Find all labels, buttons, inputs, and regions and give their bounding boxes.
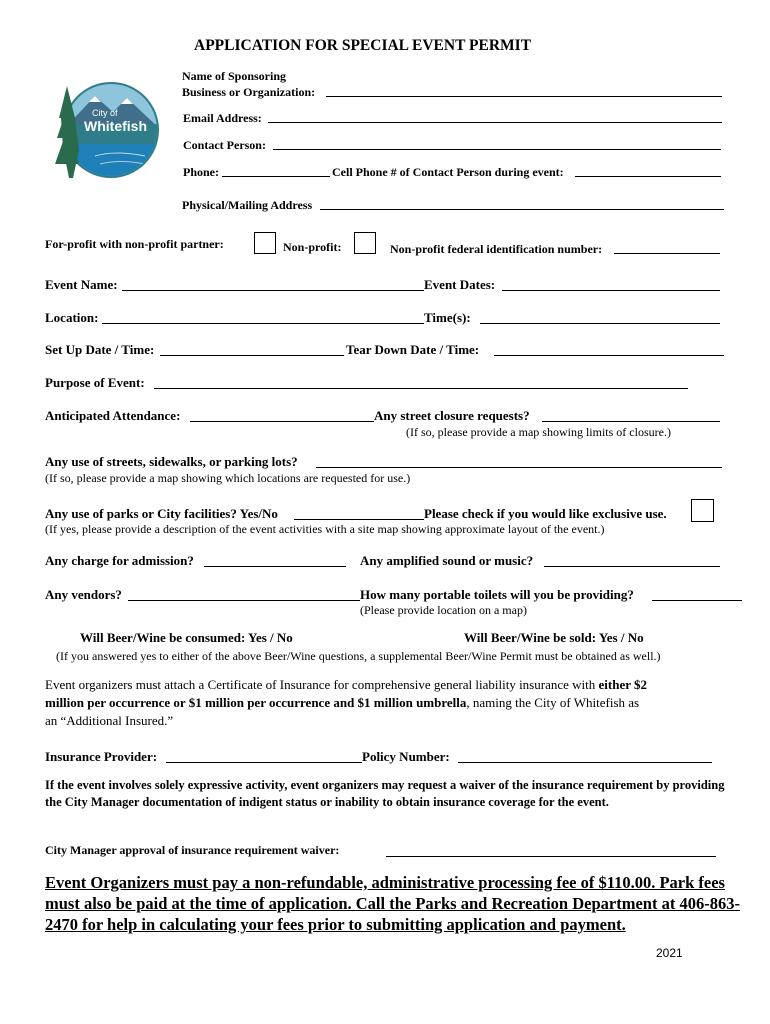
exclusive-label: Please check if you would like exclusive use.	[424, 506, 667, 521]
setup-field[interactable]	[160, 355, 344, 356]
event-dates-label: Event Dates:	[424, 277, 496, 292]
fed-id-label: Non-profit federal identification number:	[390, 242, 603, 256]
insurance-text-2: , naming the City of Whitefish as	[466, 695, 640, 710]
beer-sold-question[interactable]: Will Beer/Wine be sold: Yes / No	[464, 630, 644, 645]
policy-field[interactable]	[458, 762, 712, 763]
email-label: Email Address:	[183, 111, 262, 125]
beer-note: (If you answered yes to either of the above Beer/Wine questions, a supplemental Beer/Wine Permit must be obtained as well.)	[56, 649, 661, 663]
approval-field[interactable]	[386, 856, 716, 857]
cell-field[interactable]	[575, 176, 721, 177]
logo-text-city: City of	[92, 108, 118, 118]
toilets-field[interactable]	[652, 600, 742, 601]
setup-label: Set Up Date / Time:	[45, 342, 155, 357]
teardown-field[interactable]	[494, 355, 724, 356]
address-label: Physical/Mailing Address	[182, 198, 313, 212]
times-label: Time(s):	[424, 310, 471, 325]
event-dates-field[interactable]	[502, 290, 720, 291]
teardown-label: Tear Down Date / Time:	[346, 342, 480, 357]
toilets-label: How many portable toilets will you be providing?	[360, 587, 634, 602]
fed-id-field[interactable]	[614, 253, 720, 254]
location-field[interactable]	[102, 323, 424, 324]
nonprofit-checkbox[interactable]	[354, 232, 376, 254]
insurance-text-1: Event organizers must attach a Certificate of Insurance for comprehensive general liability insurance with	[45, 677, 599, 692]
sound-label: Any amplified sound or music?	[360, 553, 534, 568]
admission-field[interactable]	[204, 566, 346, 567]
exclusive-checkbox[interactable]	[691, 499, 714, 522]
vendors-label: Any vendors?	[45, 587, 122, 602]
attendance-field[interactable]	[190, 421, 374, 422]
attendance-label: Anticipated Attendance:	[45, 408, 181, 423]
nonprofit-label: Non-profit:	[283, 240, 342, 254]
forprofit-checkbox[interactable]	[254, 232, 276, 254]
policy-label: Policy Number:	[362, 749, 450, 764]
streets-note: (If so, please provide a map showing which locations are requested for use.)	[45, 471, 411, 485]
closure-label: Any street closure requests?	[374, 408, 530, 423]
page-title: APPLICATION FOR SPECIAL EVENT PERMIT	[194, 37, 532, 54]
event-name-field[interactable]	[122, 290, 424, 291]
phone-field[interactable]	[222, 176, 330, 177]
purpose-field[interactable]	[154, 388, 688, 389]
purpose-label: Purpose of Event:	[45, 375, 145, 390]
contact-label: Contact Person:	[183, 138, 266, 152]
parks-label: Any use of parks or City facilities? Yes/No	[45, 506, 278, 521]
email-field[interactable]	[268, 122, 722, 123]
cell-label: Cell Phone # of Contact Person during event:	[332, 165, 564, 179]
parks-note: (If yes, please provide a description of the event activities with a site map showing approximate layout of the event.)	[45, 522, 605, 536]
parks-field[interactable]	[294, 519, 424, 520]
insurance-bold-2: million per occurrence or $1 million per occurrence and $1 million umbrella	[45, 695, 467, 710]
phone-label: Phone:	[183, 165, 219, 179]
provider-label: Insurance Provider:	[45, 749, 158, 764]
sponsor-label-2: Business or Organization:	[182, 85, 316, 99]
vendors-field[interactable]	[128, 600, 360, 601]
logo-text-whitefish: Whitefish	[84, 118, 147, 134]
sound-field[interactable]	[544, 566, 720, 567]
insurance-paragraph	[45, 676, 735, 730]
sponsor-label-1: Name of Sponsoring	[182, 69, 287, 83]
insurance-bold-1: either $2	[598, 677, 647, 692]
waiver-text: If the event involves solely expressive activity, event organizers may request a waiver of the insurance requirement by providing the City Manager documentation of indigent status or inability to obtain insurance coverage for the event.	[45, 778, 725, 809]
toilets-note: (Please provide location on a map)	[360, 603, 527, 617]
admission-label: Any charge for admission?	[45, 553, 194, 568]
provider-field[interactable]	[166, 762, 362, 763]
closure-note: (If so, please provide a map showing limits of closure.)	[406, 425, 671, 439]
sponsor-field[interactable]	[326, 96, 722, 97]
event-name-label: Event Name:	[45, 277, 118, 292]
streets-field[interactable]	[316, 467, 722, 468]
insurance-text-3: an “Additional Insured.”	[45, 713, 174, 728]
approval-label: City Manager approval of insurance requirement waiver:	[45, 843, 340, 857]
beer-consumed-question[interactable]: Will Beer/Wine be consumed: Yes / No	[80, 630, 293, 645]
closure-field[interactable]	[542, 421, 720, 422]
contact-field[interactable]	[273, 149, 721, 150]
fee-notice: Event Organizers must pay a non-refundable, administrative processing fee of $110.00. Park fees must also be paid at the time of application. Call the Parks and Recreation Department at 406-863-2470 for help in calculating your fees prior to submitting application and payment.	[45, 873, 740, 934]
forprofit-label: For-profit with non-profit partner:	[45, 237, 224, 251]
location-label: Location:	[45, 310, 99, 325]
streets-label: Any use of streets, sidewalks, or parking lots?	[45, 454, 298, 469]
address-field[interactable]	[320, 209, 724, 210]
times-field[interactable]	[480, 323, 720, 324]
form-year: 2021	[656, 946, 683, 960]
